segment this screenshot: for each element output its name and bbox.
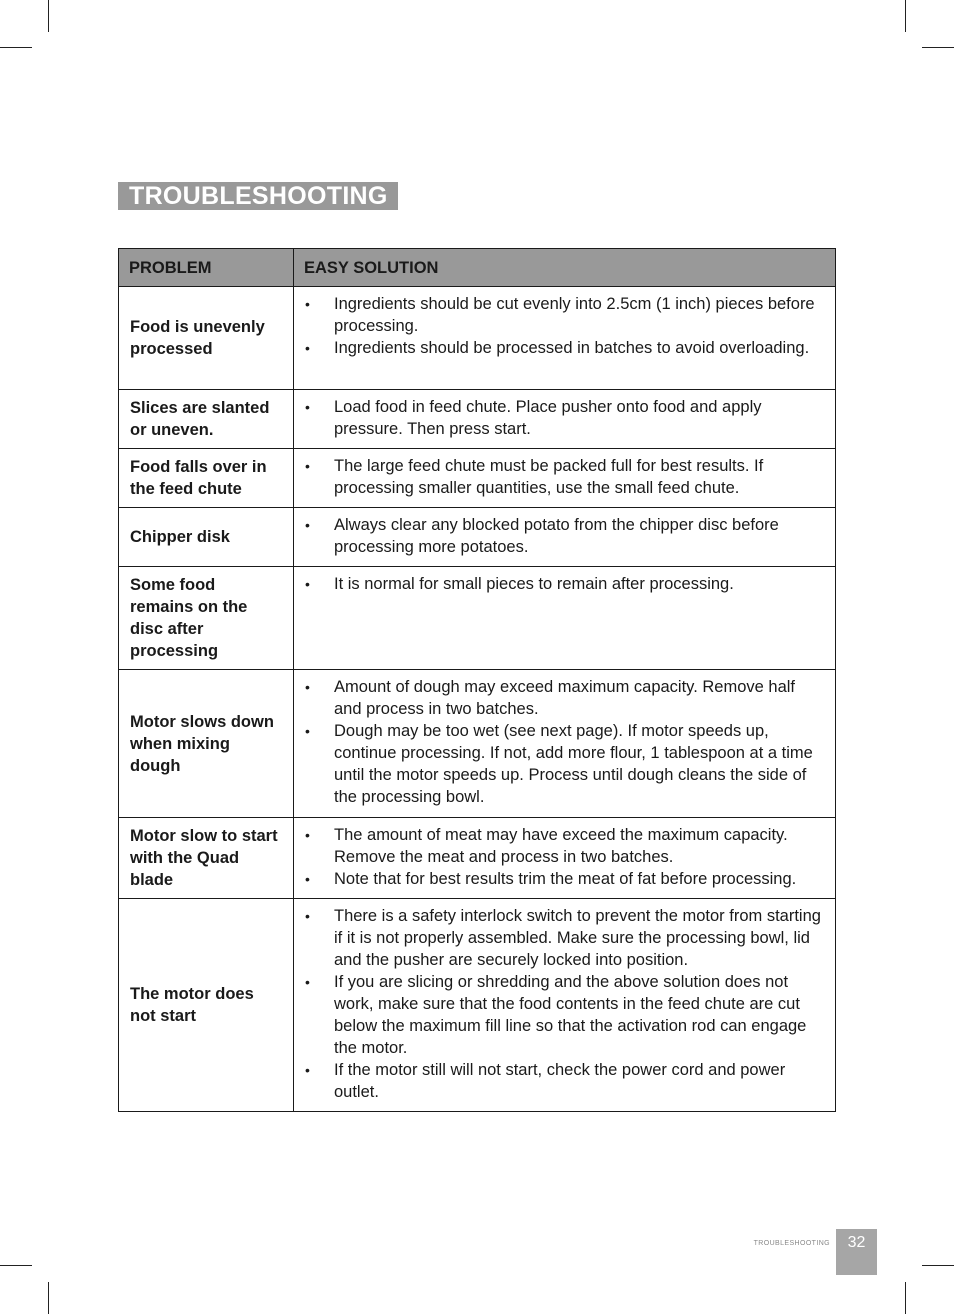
page-number: 32 <box>836 1229 877 1275</box>
table-row <box>119 899 836 1112</box>
table-row <box>119 449 836 508</box>
problem-cell: Motor slows down when mixing dough <box>119 670 294 818</box>
solution-cell <box>294 287 836 390</box>
solution-item: • Note that for best results trim the meat of fat before processing. <box>304 868 825 890</box>
header-solution: EASY SOLUTION <box>294 249 836 287</box>
solution-item: • Ingredients should be cut evenly into 2.5cm (1 inch) pieces before processing. <box>304 293 825 337</box>
solution-cell <box>294 449 836 508</box>
solution-cell <box>294 390 836 449</box>
table-row <box>119 390 836 449</box>
page-title: TROUBLESHOOTING <box>118 182 398 210</box>
solution-item: • The amount of meat may have exceed the maximum capacity. Remove the meat and process in two batches. <box>304 824 825 868</box>
solution-item: • If the motor still will not start, check the power cord and power outlet. <box>304 1059 825 1103</box>
solution-cell <box>294 567 836 670</box>
solution-list <box>304 824 825 890</box>
solution-cell <box>294 899 836 1112</box>
solution-item: • There is a safety interlock switch to prevent the motor from starting if it is not properly assembled. Make sure the processing bowl, lid and the pusher are securely locked into position. <box>304 905 825 971</box>
troubleshooting-table <box>118 248 836 1112</box>
crop-mark <box>48 0 49 32</box>
header-problem: PROBLEM <box>119 249 294 287</box>
problem-cell: Slices are slanted or uneven. <box>119 390 294 449</box>
table-row <box>119 287 836 390</box>
problem-cell: The motor does not start <box>119 899 294 1112</box>
crop-mark <box>922 47 954 48</box>
solution-item: • The large feed chute must be packed full for best results. If processing smaller quantities, use the small feed chute. <box>304 455 825 499</box>
solution-item: • Dough may be too wet (see next page). If motor speeds up, continue processing. If not, add more flour, 1 tablespoon at a time until the motor speeds up. Process until dough cleans the side of the processing bowl. <box>304 720 825 808</box>
crop-mark <box>922 1265 954 1266</box>
solution-item: • Load food in feed chute. Place pusher onto food and apply pressure. Then press start. <box>304 396 825 440</box>
solution-cell <box>294 508 836 567</box>
solution-list <box>304 573 825 595</box>
crop-mark <box>0 47 32 48</box>
problem-cell: Food falls over in the feed chute <box>119 449 294 508</box>
problem-cell: Some food remains on the disc after processing <box>119 567 294 670</box>
solution-item: • Always clear any blocked potato from the chipper disc before processing more potatoes. <box>304 514 825 558</box>
crop-mark <box>905 0 906 32</box>
problem-cell: Chipper disk <box>119 508 294 567</box>
solution-item: • If you are slicing or shredding and the above solution does not work, make sure that the food contents in the feed chute are cut below the maximum fill line so that the activation rod can engage the motor. <box>304 971 825 1059</box>
solution-cell <box>294 670 836 818</box>
solution-item: • It is normal for small pieces to remain after processing. <box>304 573 825 595</box>
table-row <box>119 567 836 670</box>
solution-list <box>304 455 825 499</box>
solution-list <box>304 396 825 440</box>
solution-list <box>304 676 825 808</box>
footer-section-label: TROUBLESHOOTING <box>753 1240 830 1247</box>
problem-cell: Food is unevenly processed <box>119 287 294 390</box>
crop-mark <box>905 1282 906 1314</box>
solution-item: • Ingredients should be processed in batches to avoid overloading. <box>304 337 825 359</box>
table-row <box>119 818 836 899</box>
solution-item: • Amount of dough may exceed maximum capacity. Remove half and process in two batches. <box>304 676 825 720</box>
table-row <box>119 670 836 818</box>
crop-mark <box>0 1265 32 1266</box>
solution-cell <box>294 818 836 899</box>
crop-mark <box>48 1282 49 1314</box>
solution-list <box>304 514 825 558</box>
problem-cell: Motor slow to start with the Quad blade <box>119 818 294 899</box>
table-header-row <box>119 249 836 287</box>
table-row <box>119 508 836 567</box>
solution-list <box>304 293 825 359</box>
solution-list <box>304 905 825 1103</box>
